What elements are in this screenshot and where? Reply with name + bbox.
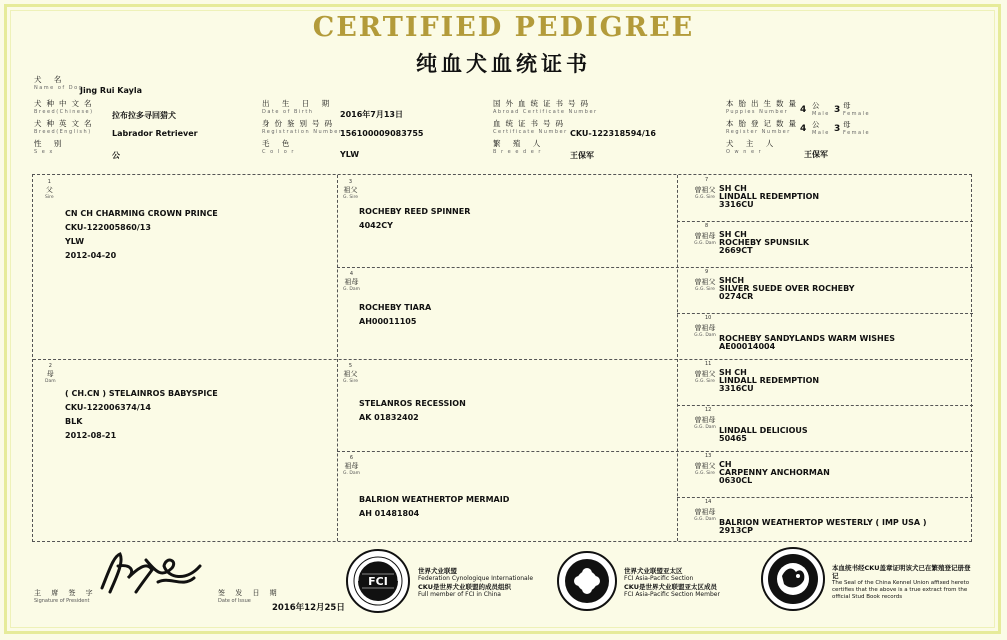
owner-label: 犬 主 人 O w n e r: [726, 139, 779, 155]
fci-asia-pacific-text: 世界犬业联盟亚太区 FCI Asia-Pacific Section CKU是世界犬业联盟亚太区成员 FCI Asia-Pacific Section Member: [624, 567, 720, 598]
great-grandparent-cell: 8 曾祖母 G.G. Dam SH CH ROCHEBY SPUNSILK 2669CT: [694, 223, 810, 255]
great-grandparent-line: SHCH: [719, 276, 745, 285]
great-grandparent-line: 0274CR: [719, 292, 754, 301]
sex-value: 公: [112, 151, 120, 160]
breed-english-label: 犬种英文名 Breed(English): [34, 119, 97, 135]
certificate-number-label: 血统证书号码 Certificate Number: [493, 119, 568, 135]
breed-chinese-label: 犬种中文名 Breed(Chinese): [34, 99, 97, 115]
great-grandparent-line: 2913CP: [719, 526, 753, 535]
great-grandparent-line: 3316CU: [719, 200, 754, 209]
register-female-label: 母 Female: [843, 120, 871, 136]
great-grandparent-line: CH: [719, 460, 732, 469]
issue-date-label: 签 发 日 期 Date of Issue: [218, 589, 281, 604]
great-grandparent-line: LINDALL REDEMPTION: [719, 376, 820, 385]
owner-value: 王保军: [804, 150, 828, 159]
dob-value: 2016年7月13日: [340, 110, 403, 119]
great-grandparent-cell: 12 曾祖母 G.G. Dam LINDALL DELICIOUS 50465: [694, 407, 808, 443]
great-grandparent-cell: 11 曾祖父 G.G. Sire SH CH LINDALL REDEMPTION 3316CU: [694, 361, 820, 393]
title-chinese: 纯血犬血统证书: [416, 52, 591, 76]
sire-reg: CKU-122005860/13: [65, 223, 151, 232]
puppies-female-label: 母 Female: [843, 101, 871, 117]
great-grandparent-cell: 7 曾祖父 G.G. Sire SH CH LINDALL REDEMPTION 3316CU: [694, 177, 820, 209]
sex-label: 性 别 S e x: [34, 139, 67, 155]
dog-name-value: Jing Rui Kayla: [80, 86, 143, 95]
dam-dob: 2012-08-21: [65, 431, 117, 440]
registration-label: 身份鉴别号码 Registration Number: [262, 119, 343, 135]
great-grandparent-cell: 13 曾祖父 G.G. Sire CH CARPENNY ANCHORMAN 0630CL: [694, 453, 830, 485]
sire-color: YLW: [65, 237, 85, 246]
president-signature-label: 主 席 签 字 Signature of President: [34, 589, 97, 604]
great-grandparent-line: ROCHEBY SANDYLANDS WARM WISHES: [719, 334, 895, 343]
great-grandparent-line: ROCHEBY SPUNSILK: [719, 238, 810, 247]
dog-name-label: 犬 名 Name of Dog: [34, 75, 84, 91]
great-grandparent-cell: 10 曾祖母 G.G. Dam ROCHEBY SANDYLANDS WARM WISHES AE00014004: [694, 315, 895, 351]
cku-seal-text: 本血统书经CKU盖章证明该犬已在繁殖登记册登记 The Seal of the China Kennel Union affixed hereto certifies that the above is a true extract from the official Stud Book records: [832, 564, 971, 600]
dob-label: 出 生 日 期 Date of Birth: [262, 99, 335, 115]
great-grandparent-line: SILVER SUEDE OVER ROCHEBY: [719, 284, 855, 293]
great-grandparent-line: AE00014004: [719, 342, 776, 351]
fci-seal-icon: [345, 548, 411, 614]
great-grandparent-line: BALRION WEATHERTOP WESTERLY ( IMP USA ): [719, 518, 927, 527]
registration-value: 156100009083755: [340, 129, 424, 138]
abroad-certificate-label: 国外血统证书号码 Abroad Certificate Number: [493, 99, 598, 115]
fci-logo-text: FCI: [368, 575, 388, 588]
register-male-count: 4: [800, 124, 807, 134]
color-label: 毛 色 C o l o r: [262, 139, 295, 155]
great-grandparent-line: 2669CT: [719, 246, 753, 255]
issue-date-value: 2016年12月25日: [272, 603, 345, 613]
sire-name: CN CH CHARMING CROWN PRINCE: [65, 209, 218, 218]
great-grandparent-line: 50465: [719, 434, 747, 443]
register-male-label: 公 Male: [812, 120, 830, 136]
puppies-male-count: 4: [800, 105, 807, 115]
great-grandparent-line: SH CH: [719, 184, 747, 193]
fci-asia-pacific-seal-icon: [556, 550, 618, 612]
pedigree-table: 1 父 Sire CN CH CHARMING CROWN PRINCE CKU-122005860/13 YLW 2012-04-20 2 母 Dam ( CH.CN ) STELAINROS BABYSPICE CKU-122006374/14 BLK 2012-08-21 3 祖父 G. Sire ROCHEBY REED SPINNER 4042CY 4 祖母 G. Dam ROCHEBY TIARA AH00011105 5 祖父 G. Sire STELANROS RECESSION AK 01832402 6 祖母 G. Dam BALRION WEATHERTOP MERMAID AH 01481804 7 曾祖父 G.G. Sire SH CH LINDALL REDEMPTION 3316CU 8 曾祖母 G.G. Dam SH CH ROCHEBY SPUNSILK 2669CT 9 曾祖父 G.G. Sire SHCH SILVER SUEDE OVER ROCHEBY 0274CR 10 曾祖母 G.G. Dam ROCHEBY SANDYLANDS WARM WISHES AE00014004 11 曾祖父 G.G. Sire SH CH LINDALL REDEMPTION 3316CU 12 曾祖母 G.G. Dam LINDALL DELICIOUS 50465 13 曾祖父 G.G. Sire CH CARPENNY ANCHORMAN 0630CL 14 曾祖母 G.G. Dam BALRION WEATHERTOP WESTERLY ( IMP USA ) 2913CP: [32, 174, 972, 542]
breeder-value: 王保军: [570, 151, 594, 160]
great-grandparent-line: SH CH: [719, 230, 747, 239]
great-grandparent-line: LINDALL REDEMPTION: [719, 192, 820, 201]
register-female-count: 3: [834, 124, 841, 134]
color-value: YLW: [340, 150, 360, 159]
dam-reg: CKU-122006374/14: [65, 403, 151, 412]
dam-color: BLK: [65, 417, 83, 426]
breed-chinese-value: 拉布拉多寻回猎犬: [112, 111, 176, 120]
title-english: CERTIFIED PEDIGREE: [312, 12, 695, 43]
great-grandparent-line: SH CH: [719, 368, 747, 377]
puppies-female-count: 3: [834, 105, 841, 115]
puppies-number-label: 本胎出生数量 Puppies Number: [726, 99, 801, 115]
great-grandparent-line: 0630CL: [719, 476, 753, 485]
sire-dob: 2012-04-20: [65, 251, 117, 260]
breed-english-value: Labrador Retriever: [112, 129, 198, 138]
president-signature: [96, 548, 206, 596]
puppies-male-label: 公 Male: [812, 101, 830, 117]
china-kennel-union-seal-icon: [760, 546, 826, 612]
fci-text: 世界犬业联盟 Federation Cynologique Internationale CKU是世界犬业联盟的成员组织 Full member of FCI in China: [418, 567, 534, 598]
great-grandparent-line: LINDALL DELICIOUS: [719, 426, 808, 435]
certificate-number-value: CKU-122318594/16: [570, 129, 656, 138]
register-number-label: 本胎登记数量 Register Number: [726, 119, 801, 135]
great-grandparent-cell: 9 曾祖父 G.G. Sire SHCH SILVER SUEDE OVER ROCHEBY 0274CR: [694, 269, 855, 301]
dam-name: ( CH.CN ) STELAINROS BABYSPICE: [65, 389, 218, 398]
great-grandparent-line: 3316CU: [719, 384, 754, 393]
great-grandparent-line: CARPENNY ANCHORMAN: [719, 468, 830, 477]
breeder-label: 繁 殖 人 B r e e d e r: [493, 139, 546, 155]
great-grandparent-cell: 14 曾祖母 G.G. Dam BALRION WEATHERTOP WESTERLY ( IMP USA ) 2913CP: [694, 499, 927, 535]
